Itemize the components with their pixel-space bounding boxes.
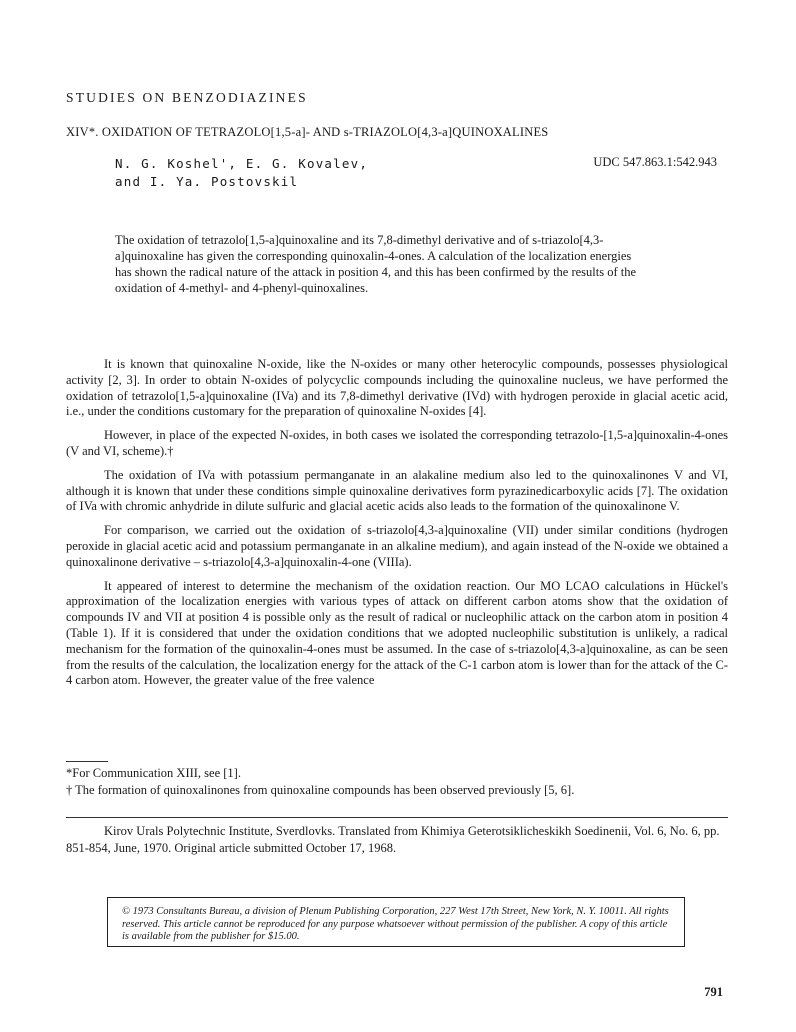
footnote-1: *For Communication XIII, see [1]. [66, 766, 241, 780]
copyright-text: © 1973 Consultants Bureau, a division of Plenum Publishing Corporation, 227 West 17th Street, New York, N. Y. 10011. All rights reserved. This article cannot be reproduced for any purpose whatsoever without permission of the publisher. A copy of this article is available from the publisher for $15.00. [122, 906, 669, 942]
footnotes [66, 765, 728, 799]
authors-line-2: and I. Ya. Postovskil [115, 174, 299, 189]
body-text [66, 357, 728, 697]
abstract [115, 232, 645, 296]
series-title: STUDIES ON BENZODIAZINES [66, 90, 308, 105]
body-paragraph-4: For comparison, we carried out the oxidation of s-triazolo[4,3-a]quinoxaline (VII) under similar conditions (hydrogen peroxide in glacial acetic acid and potassium permanganate in an alkaline medium), and again instead of the N-oxide we obtained a quinoxalinone derivative – s-triazolo[4,3-a]quinoxalin-4-one (VIIIa). [66, 523, 728, 569]
affiliation-divider [66, 817, 728, 818]
abstract-text: The oxidation of tetrazolo[1,5-a]quinoxaline and its 7,8-dimethyl derivative and of s-triazolo[4,3-a]quinoxaline has given the corresponding quinoxalin-4-ones. A calculation of the localization energies has shown the radical nature of the attack in position 4, and this has been confirmed by the results of the oxidation of 4-methyl- and 4-phenyl-quinoxalines. [115, 233, 637, 295]
body-paragraph-3: The oxidation of IVa with potassium permanganate in an alakaline medium also led to the quinoxalinones V and VI, although it is known that under these conditions simple quinoxaline derivatives form pyrazinedicarboxylic acids [7]. The oxidation of IVa with chromic anhydride in dilute sulfuric and glacial acetic acids also leads to the formation of the quinoxalinone V. [66, 467, 728, 514]
footnote-2: † The formation of quinoxalinones from quinoxaline compounds has been observed previously [5, 6]. [66, 783, 575, 797]
footnote-divider [66, 761, 108, 762]
body-paragraph-2: However, in place of the expected N-oxides, in both cases we isolated the corresponding tetrazolo-[1,5-a]quinoxalin-4-ones (V and VI, scheme).† [66, 428, 728, 458]
copyright-notice [107, 897, 685, 947]
article-title: XIV*. OXIDATION OF TETRAZOLO[1,5-a]- AND s-TRIAZOLO[4,3-a]QUINOXALINES [66, 125, 549, 139]
authors-line-1: N. G. Koshel', E. G. Kovalev, [115, 156, 369, 171]
authors [115, 155, 368, 191]
body-paragraph-1: It is known that quinoxaline N-oxide, like the N-oxides or many other heterocylic compounds, possesses physiological activity [2, 3]. In order to obtain N-oxides of polycyclic compounds including the quinoxaline nucleus, we have performed the oxidation of tetrazolo[1,5-a]quinoxaline (IVa) and its 7,8-dimethyl derivative (IVd) with hydrogen peroxide in glacial acetic acid, i.e., under the conditions customary for the preparation of quinoxaline N-oxides [4]. [66, 357, 728, 419]
affiliation [66, 823, 728, 857]
affiliation-text: Kirov Urals Polytechnic Institute, Sverdlovks. Translated from Khimiya Geterotsiklicheskikh Soedinenii, Vol. 6, No. 6, pp. 851-854, June, 1970. Original article submitted October 17, 1968. [66, 824, 720, 855]
body-paragraph-5: It appeared of interest to determine the mechanism of the oxidation reaction. Our MO LCAO calculations in Hückel's approximation of the localization energies with various types of attack on different carbon atoms show that the oxidation of compounds IV and VII at position 4 is possible only as the result of radical or nucleophilic attack on the carbon atom in position 4 (Table 1). If it is considered that under the oxidation conditions that we adopted nucleophilic substitution is unlikely, a radical mechanism for the formation of the quinoxalin-4-ones must be assumed. In the case of s-triazolo[4,3-a]quinoxaline, as can be seen from the results of the calculation, the localization energy for the attack of the C-1 carbon atom is lower than for the attack of the C-4 carbon atom. However, the greater value of the free valence [66, 578, 728, 688]
udc-code: UDC 547.863.1:542.943 [593, 155, 717, 169]
page-number: 791 [704, 985, 723, 999]
